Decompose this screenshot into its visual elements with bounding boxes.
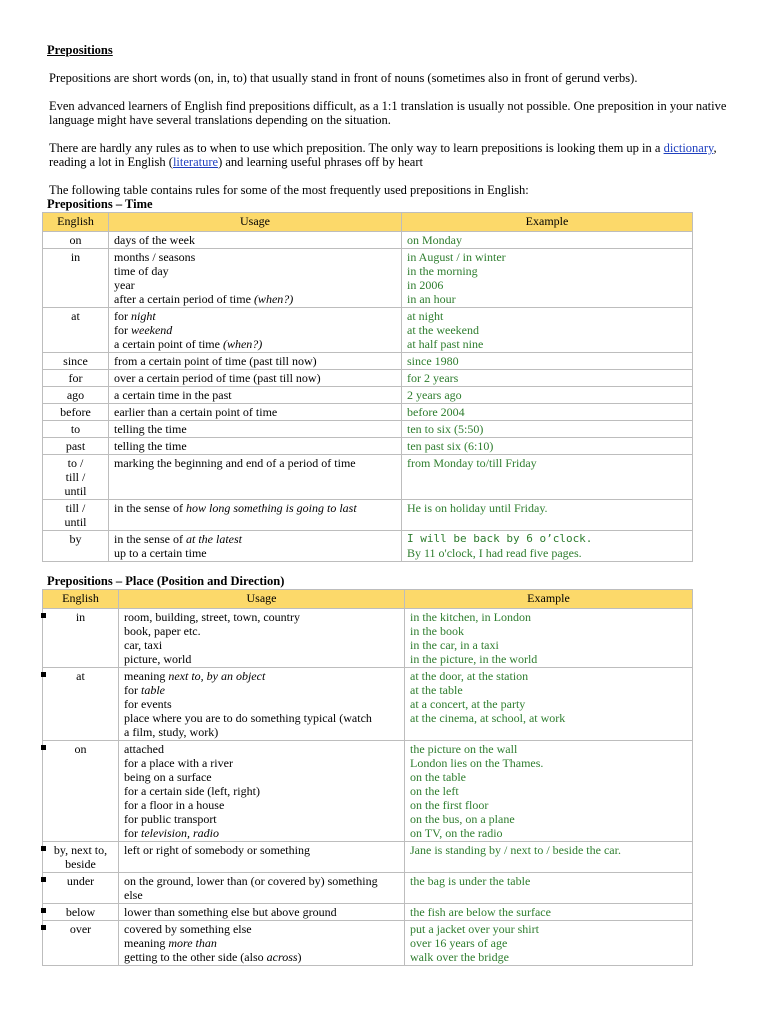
usage-cell <box>119 668 405 741</box>
english-cell <box>43 404 109 421</box>
usage-cell <box>109 455 402 500</box>
usage-cell <box>109 438 402 455</box>
english-cell <box>43 500 109 531</box>
preposition-text: on <box>69 233 82 247</box>
example-text: 2 years ago <box>407 388 462 402</box>
literature-link[interactable]: literature <box>172 155 219 169</box>
usage-cell <box>109 421 402 438</box>
example-text: before 2004 <box>407 405 465 419</box>
preposition-text: at <box>71 309 80 323</box>
usage-cell <box>109 500 402 531</box>
bullet-icon <box>41 908 46 913</box>
table-intro-paragraph: The following table contains rules for some of the most frequently used prepositions in English: <box>49 183 529 197</box>
english-cell <box>43 308 109 353</box>
usage-cell <box>119 741 405 842</box>
usage-text: meaning more than <box>124 936 217 950</box>
rules-text-c: ) and learning useful phrases off by heart <box>218 155 423 169</box>
usage-cell <box>109 370 402 387</box>
usage-text: a certain time in the past <box>114 388 232 402</box>
example-text: on Monday <box>407 233 462 247</box>
usage-cell <box>119 904 405 921</box>
usage-text: lower than something else but above ground <box>124 905 337 919</box>
english-cell <box>43 421 109 438</box>
example-text: at the table <box>410 683 463 697</box>
usage-text: on the ground, lower than (or covered by) something <box>124 874 378 888</box>
intro-paragraph: Prepositions are short words (on, in, to) that usually stand in front of nouns (sometimes also in front of gerund verbs). <box>49 71 638 85</box>
usage-text: being on a surface <box>124 770 212 784</box>
time-section-title: Prepositions – Time <box>47 197 153 211</box>
preposition-text: in <box>75 610 86 624</box>
english-cell <box>43 741 119 842</box>
usage-cell <box>119 842 405 873</box>
usage-cell <box>109 353 402 370</box>
usage-text: book, paper etc. <box>124 624 201 638</box>
usage-text: a film, study, work) <box>124 725 219 739</box>
header-english: English <box>43 590 119 609</box>
usage-text: covered by something else <box>124 922 252 936</box>
example-cell <box>402 387 693 404</box>
usage-text: days of the week <box>114 233 195 247</box>
preposition-text: over <box>69 922 92 936</box>
table-row <box>43 308 693 353</box>
english-cell <box>43 353 109 370</box>
english-cell <box>43 873 119 904</box>
preposition-text: before <box>60 405 91 419</box>
preposition-text: beside <box>65 857 96 871</box>
example-text: By 11 o'clock, I had read five pages. <box>407 546 582 560</box>
usage-text: in the sense of how long something is going to last <box>114 501 357 515</box>
example-text: He is on holiday until Friday. <box>407 501 548 515</box>
example-cell <box>402 421 693 438</box>
example-text: ten past six (6:10) <box>407 439 494 453</box>
example-cell <box>402 455 693 500</box>
example-cell <box>405 741 693 842</box>
preposition-text: at <box>76 669 85 683</box>
table-row <box>43 353 693 370</box>
preposition-text: by, next to, <box>53 843 108 857</box>
usage-cell <box>119 609 405 668</box>
usage-text: for television, radio <box>124 826 219 840</box>
english-cell <box>43 531 109 562</box>
example-text: ten to six (5:50) <box>407 422 484 436</box>
usage-text: for night <box>114 309 156 323</box>
example-text: in the picture, in the world <box>410 652 538 666</box>
example-text: for 2 years <box>407 371 459 385</box>
usage-cell <box>109 232 402 249</box>
example-text: I will be back by 6 o’clock. <box>407 532 593 545</box>
example-cell <box>405 921 693 966</box>
example-text: on the left <box>410 784 459 798</box>
table-row <box>43 842 693 873</box>
example-text: at the weekend <box>407 323 479 337</box>
example-text: the fish are below the surface <box>410 905 551 919</box>
usage-text: a certain point of time (when?) <box>114 337 263 351</box>
header-english: English <box>43 213 109 232</box>
bullet-icon <box>41 846 46 851</box>
place-section-title: Prepositions – Place (Position and Direction) <box>47 574 285 588</box>
header-usage: Usage <box>119 590 405 609</box>
preposition-text: by <box>69 532 82 546</box>
example-text: in the book <box>410 624 464 638</box>
example-text: Jane is standing by / next to / beside the car. <box>410 843 621 857</box>
usage-text: telling the time <box>114 422 187 436</box>
example-cell <box>402 232 693 249</box>
example-text: on TV, on the radio <box>410 826 503 840</box>
preposition-text: for <box>68 371 83 385</box>
usage-text: car, taxi <box>124 638 163 652</box>
bullet-icon <box>41 877 46 882</box>
preposition-text: to / <box>67 456 84 470</box>
example-text: on the table <box>410 770 466 784</box>
example-text: on the bus, on a plane <box>410 812 515 826</box>
table-row <box>43 741 693 842</box>
usage-cell <box>109 531 402 562</box>
example-cell <box>405 609 693 668</box>
rules-text-b: , reading a lot in English ( <box>49 141 717 169</box>
usage-text: for a certain side (left, right) <box>124 784 260 798</box>
bullet-icon <box>41 613 46 618</box>
example-text: at the door, at the station <box>410 669 529 683</box>
usage-text: picture, world <box>124 652 192 666</box>
example-cell <box>402 370 693 387</box>
place-table-header <box>43 590 693 609</box>
table-row <box>43 387 693 404</box>
example-text: over 16 years of age <box>410 936 508 950</box>
usage-text: room, building, street, town, country <box>124 610 300 624</box>
example-text: walk over the bridge <box>410 950 509 964</box>
usage-text: marking the beginning and end of a period of time <box>114 456 356 470</box>
usage-text: left or right of somebody or something <box>124 843 310 857</box>
usage-cell <box>119 921 405 966</box>
table-row <box>43 500 693 531</box>
usage-cell <box>109 249 402 308</box>
example-cell <box>405 873 693 904</box>
table-row <box>43 904 693 921</box>
usage-cell <box>109 387 402 404</box>
example-text: put a jacket over your shirt <box>410 922 539 936</box>
table-row <box>43 609 693 668</box>
example-text: at a concert, at the party <box>410 697 526 711</box>
usage-text: up to a certain time <box>114 546 207 560</box>
usage-text: meaning next to, by an object <box>124 669 266 683</box>
example-text: on the first floor <box>410 798 489 812</box>
english-cell <box>43 370 109 387</box>
table-row <box>43 404 693 421</box>
usage-text: for a place with a river <box>124 756 233 770</box>
preposition-text: under <box>66 874 95 888</box>
preposition-text: ago <box>66 388 85 402</box>
usage-text: getting to the other side (also across) <box>124 950 302 964</box>
usage-text: after a certain period of time (when?) <box>114 292 294 306</box>
english-cell <box>43 842 119 873</box>
english-cell <box>43 387 109 404</box>
usage-text: months / seasons <box>114 250 196 264</box>
english-cell <box>43 455 109 500</box>
example-text: from Monday to/till Friday <box>407 456 537 470</box>
preposition-text: until <box>64 515 87 529</box>
table-row <box>43 421 693 438</box>
usage-text: year <box>114 278 135 292</box>
table-row <box>43 249 693 308</box>
example-text: the picture on the wall <box>410 742 518 756</box>
table-row <box>43 455 693 500</box>
time-table-header <box>43 213 693 232</box>
example-text: in the car, in a taxi <box>410 638 499 652</box>
example-cell <box>405 904 693 921</box>
preposition-text: on <box>74 742 87 756</box>
example-cell <box>402 308 693 353</box>
bullet-icon <box>41 925 46 930</box>
preposition-text: until <box>64 484 87 498</box>
example-cell <box>402 500 693 531</box>
usage-text: attached <box>124 742 164 756</box>
header-example: Example <box>402 213 693 232</box>
usage-cell <box>109 308 402 353</box>
place-prepositions-table <box>42 589 693 966</box>
preposition-text: till / <box>65 501 86 515</box>
usage-text: from a certain point of time (past till now) <box>114 354 317 368</box>
usage-text: for events <box>124 697 172 711</box>
usage-text: time of day <box>114 264 169 278</box>
english-cell <box>43 249 109 308</box>
dictionary-link[interactable]: dictionary <box>663 141 714 155</box>
english-cell <box>43 668 119 741</box>
table-row <box>43 873 693 904</box>
usage-cell <box>109 404 402 421</box>
usage-text: place where you are to do something typical (watch <box>124 711 372 725</box>
english-cell <box>43 438 109 455</box>
usage-text: for public transport <box>124 812 217 826</box>
example-cell <box>402 249 693 308</box>
usage-text: for a floor in a house <box>124 798 225 812</box>
usage-text: for table <box>124 683 165 697</box>
usage-text: earlier than a certain point of time <box>114 405 278 419</box>
preposition-text: since <box>63 354 88 368</box>
example-text: in the kitchen, in London <box>410 610 531 624</box>
example-cell <box>402 531 693 562</box>
preposition-text: below <box>65 905 96 919</box>
example-text: in 2006 <box>407 278 444 292</box>
rules-paragraph <box>49 141 729 169</box>
header-usage: Usage <box>109 213 402 232</box>
document-title: Prepositions <box>47 43 113 57</box>
example-text: in an hour <box>407 292 456 306</box>
table-row <box>43 232 693 249</box>
bullet-icon <box>41 745 46 750</box>
example-text: at night <box>407 309 444 323</box>
time-prepositions-table <box>42 212 693 562</box>
preposition-text: to <box>70 422 81 436</box>
example-text: in the morning <box>407 264 478 278</box>
example-cell <box>405 842 693 873</box>
english-cell <box>43 232 109 249</box>
difficulty-paragraph: Even advanced learners of English find prepositions difficult, as a 1:1 translation is usually not possible. One preposition in your native language might have several translations depending on the situation. <box>49 99 727 127</box>
example-cell <box>405 668 693 741</box>
table-row <box>43 921 693 966</box>
preposition-text: past <box>65 439 86 453</box>
usage-cell <box>119 873 405 904</box>
preposition-text: till / <box>65 470 86 484</box>
usage-text: for weekend <box>114 323 173 337</box>
usage-text: telling the time <box>114 439 187 453</box>
table-row <box>43 370 693 387</box>
example-text: since 1980 <box>407 354 459 368</box>
usage-text: in the sense of at the latest <box>114 532 242 546</box>
usage-text: over a certain period of time (past till now) <box>114 371 321 385</box>
example-text: the bag is under the table <box>410 874 531 888</box>
example-text: at the cinema, at school, at work <box>410 711 566 725</box>
example-cell <box>402 353 693 370</box>
english-cell <box>43 921 119 966</box>
example-cell <box>402 404 693 421</box>
table-row <box>43 438 693 455</box>
example-text: at half past nine <box>407 337 484 351</box>
bullet-icon <box>41 672 46 677</box>
english-cell <box>43 904 119 921</box>
header-example: Example <box>405 590 693 609</box>
table-row <box>43 668 693 741</box>
preposition-text: in <box>70 250 81 264</box>
usage-text: else <box>124 888 143 902</box>
rules-text-a: There are hardly any rules as to when to use which preposition. The only way to learn prepositions is looking them up in a <box>49 141 661 155</box>
example-text: London lies on the Thames. <box>410 756 544 770</box>
example-cell <box>402 438 693 455</box>
table-row <box>43 531 693 562</box>
example-text: in August / in winter <box>407 250 506 264</box>
english-cell <box>43 609 119 668</box>
